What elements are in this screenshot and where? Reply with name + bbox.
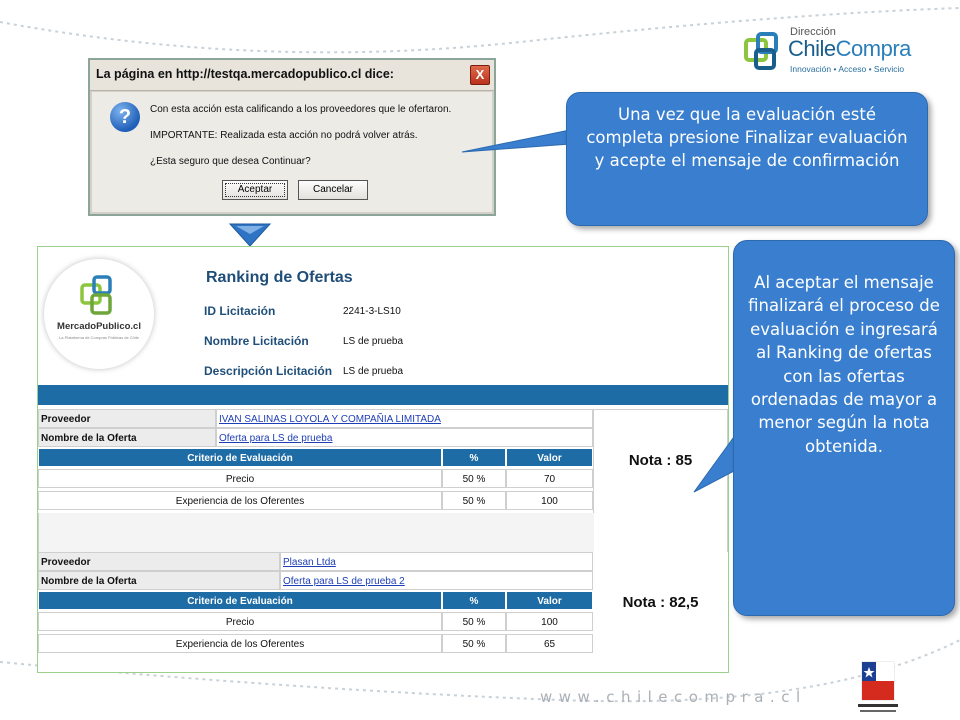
ranking-title: Ranking de Ofertas <box>206 269 353 286</box>
cancel-button[interactable]: Cancelar <box>298 180 368 200</box>
field-value-descripcion: LS de prueba <box>343 366 404 377</box>
down-arrow-icon <box>228 222 272 248</box>
field-label-descripcion: Descripción Licitación <box>204 364 333 378</box>
label-nombre-oferta: Nombre de la Oferta <box>38 571 280 590</box>
callout-finalizar: Una vez que la evaluación esté completa presione Finalizar evaluación y acepte el mensaje de confirmación <box>566 92 928 226</box>
criterio-pct: 50 % <box>442 469 506 488</box>
criterio-pct: 50 % <box>442 491 506 510</box>
oferta-link[interactable]: Oferta para LS de prueba <box>219 433 333 444</box>
logo-brand-a: Chile <box>788 36 836 61</box>
nota-score: Nota : 82,5 <box>622 594 699 611</box>
callout-top-pointer <box>460 120 580 160</box>
col-pct: % <box>442 591 506 610</box>
offer-card-1 <box>38 409 593 513</box>
proveedor-link[interactable]: Plasan Ltda <box>283 557 336 568</box>
dialog-message-1: Con esta acción esta calificando a los proveedores que le ofertaron. <box>150 104 452 115</box>
close-icon[interactable]: X <box>470 65 490 85</box>
logo-tagline: Innovación • Acceso • Servicio <box>790 64 905 74</box>
offer-card-2 <box>38 552 593 656</box>
oferta-value <box>280 571 593 590</box>
dialog-title: La página en http://testqa.mercadopublico.cl dice: <box>96 67 394 81</box>
mercadopublico-logo <box>44 259 154 369</box>
chilecompra-logo <box>740 24 940 80</box>
logo-brand <box>788 36 911 62</box>
col-valor: Valor <box>506 448 593 467</box>
criterio-name: Experiencia de los Oferentes <box>38 491 442 510</box>
field-value-id: 2241-3-LS10 <box>343 306 401 317</box>
dialog-titlebar <box>90 60 494 91</box>
criterio-name: Experiencia de los Oferentes <box>38 634 442 653</box>
proveedor-value <box>280 552 593 571</box>
offer-spacer <box>38 513 594 553</box>
accept-button[interactable]: Aceptar <box>222 180 288 200</box>
mercadopublico-sub: La Plataforma de Compras Públicas de Chile <box>59 335 139 340</box>
dialog-message-2: IMPORTANTE: Realizada esta acción no podrá volver atrás. <box>150 130 418 141</box>
dialog-message-3: ¿Esta seguro que desea Continuar? <box>150 156 311 167</box>
criterio-name: Precio <box>38 469 442 488</box>
header-separator-bar <box>38 385 728 405</box>
oferta-value <box>216 428 593 447</box>
dialog-body <box>92 92 492 212</box>
confirm-dialog <box>88 58 496 216</box>
mercadopublico-name: MercadoPublico.cl <box>57 321 141 332</box>
callout-ranking: Al aceptar el mensaje finalizará el proceso de evaluación e ingresará al Ranking de ofertas con las ofertas ordenadas de mayor a menor según la nota obtenida. <box>733 240 955 616</box>
proveedor-link[interactable]: IVAN SALINAS LOYOLA Y COMPAÑIA LIMITADA <box>219 414 441 425</box>
field-value-nombre: LS de prueba <box>343 336 404 347</box>
ranking-panel <box>37 246 729 673</box>
criterio-valor: 65 <box>506 634 593 653</box>
col-criterio: Criterio de Evaluación <box>38 591 442 610</box>
criterio-valor: 100 <box>506 491 593 510</box>
label-proveedor: Proveedor <box>38 552 280 571</box>
mercadopublico-logo-icon <box>78 273 120 317</box>
gobierno-de-chile-logo <box>848 660 908 716</box>
criterio-valor: 70 <box>506 469 593 488</box>
proveedor-value <box>216 409 593 428</box>
logo-direccion: Dirección <box>790 26 836 38</box>
criterio-valor: 100 <box>506 612 593 631</box>
chilecompra-logo-icon <box>742 30 786 74</box>
logo-brand-b: Compra <box>835 36 911 61</box>
field-label-id: ID Licitación <box>204 304 276 318</box>
nota-box-2 <box>593 552 728 656</box>
col-criterio: Criterio de Evaluación <box>38 448 442 467</box>
criterio-name: Precio <box>38 612 442 631</box>
label-proveedor: Proveedor <box>38 409 216 428</box>
field-label-nombre: Nombre Licitación <box>204 334 309 348</box>
footer-url: www.chilecompra.cl <box>540 688 807 706</box>
oferta-link[interactable]: Oferta para LS de prueba 2 <box>283 576 405 587</box>
question-icon: ? <box>110 102 140 132</box>
col-valor: Valor <box>506 591 593 610</box>
label-nombre-oferta: Nombre de la Oferta <box>38 428 216 447</box>
col-pct: % <box>442 448 506 467</box>
criterio-pct: 50 % <box>442 634 506 653</box>
nota-score: Nota : 85 <box>628 452 693 469</box>
criterio-pct: 50 % <box>442 612 506 631</box>
